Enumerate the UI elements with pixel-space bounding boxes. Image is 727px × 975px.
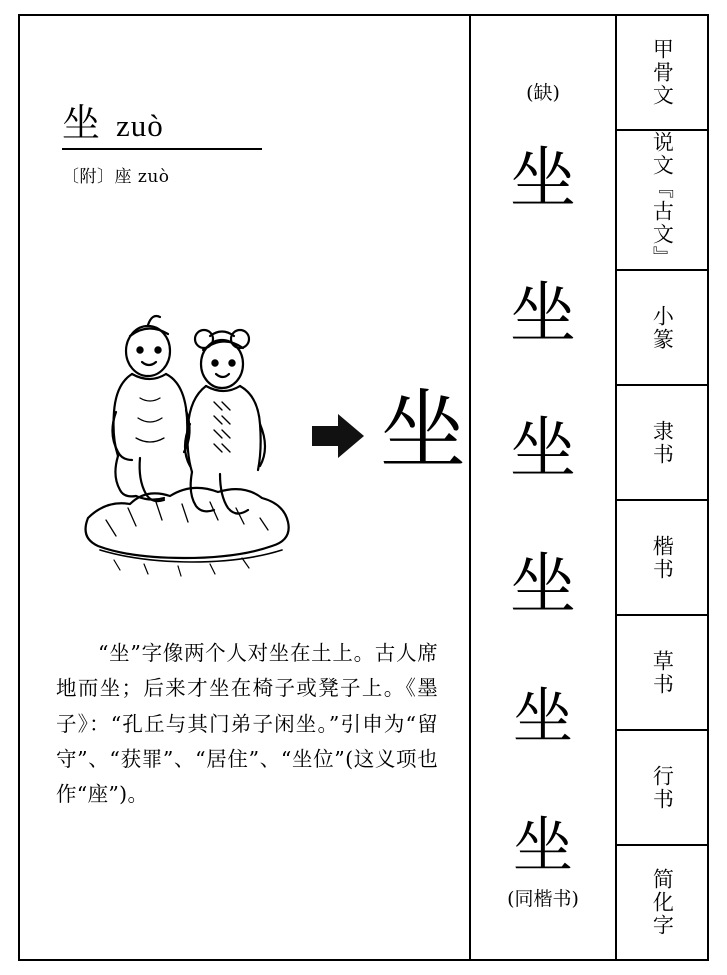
illustration-area (50, 306, 466, 606)
script-label-caoshu: 草书 (650, 649, 675, 696)
script-label-shuowenguwen: 说文『古文』 (650, 131, 675, 269)
variant-note: 〔附〕座 zuò (62, 167, 170, 187)
script-label-jianhuazi: 简化字 (650, 868, 675, 937)
script-forms-column (471, 16, 617, 959)
script-form-lishu: 坐 (510, 410, 576, 488)
page-frame (18, 14, 709, 961)
script-label-xingshu: 行书 (650, 764, 675, 811)
headword-block (62, 101, 312, 187)
script-label-lishu: 隶书 (650, 419, 675, 466)
script-label-cell-xingshu (617, 731, 707, 846)
script-label-cell-caoshu (617, 616, 707, 731)
script-label-cell-jianhuazi (617, 846, 707, 959)
script-top-note: (缺) (526, 82, 560, 104)
explanation-text: “坐”字像两个人对坐在土上。古人席地而坐；后来才坐在椅子或凳子上。《墨子》：“孔丘与其门弟子闲坐。”引申为“留守”、“获罪”、“居住”、“坐位”(这义项也作“座”)。 (56, 641, 438, 806)
script-forms-stack (471, 140, 615, 881)
script-form-caoshu: 坐 (513, 681, 573, 752)
two-people-sitting-illustration (70, 306, 310, 586)
script-form-xiaozhuan: 坐 (510, 275, 576, 353)
right-arrow-icon (308, 406, 368, 466)
derived-glyph: 坐 (380, 381, 466, 481)
script-label-cell-jiaguwen (617, 16, 707, 131)
headword-pinyin: zuò (116, 108, 164, 143)
script-label-kaishu: 楷书 (650, 534, 675, 581)
script-form-xingshu: 坐 (513, 810, 573, 881)
script-label-xiaozhuan: 小篆 (650, 304, 675, 351)
headword-line (62, 101, 262, 150)
headword-character: 坐 (62, 101, 101, 145)
script-form-guwen: 坐 (510, 140, 576, 217)
script-bottom-note: (同楷书) (507, 888, 579, 910)
script-labels-column (617, 16, 707, 959)
script-label-cell-shuowenguwen (617, 131, 707, 271)
script-label-cell-lishu (617, 386, 707, 501)
script-label-cell-xiaozhuan (617, 271, 707, 386)
script-form-kaishu: 坐 (510, 545, 576, 623)
script-label-cell-kaishu (617, 501, 707, 616)
script-label-jiaguwen: 甲骨文 (650, 38, 675, 107)
main-column (20, 16, 471, 959)
